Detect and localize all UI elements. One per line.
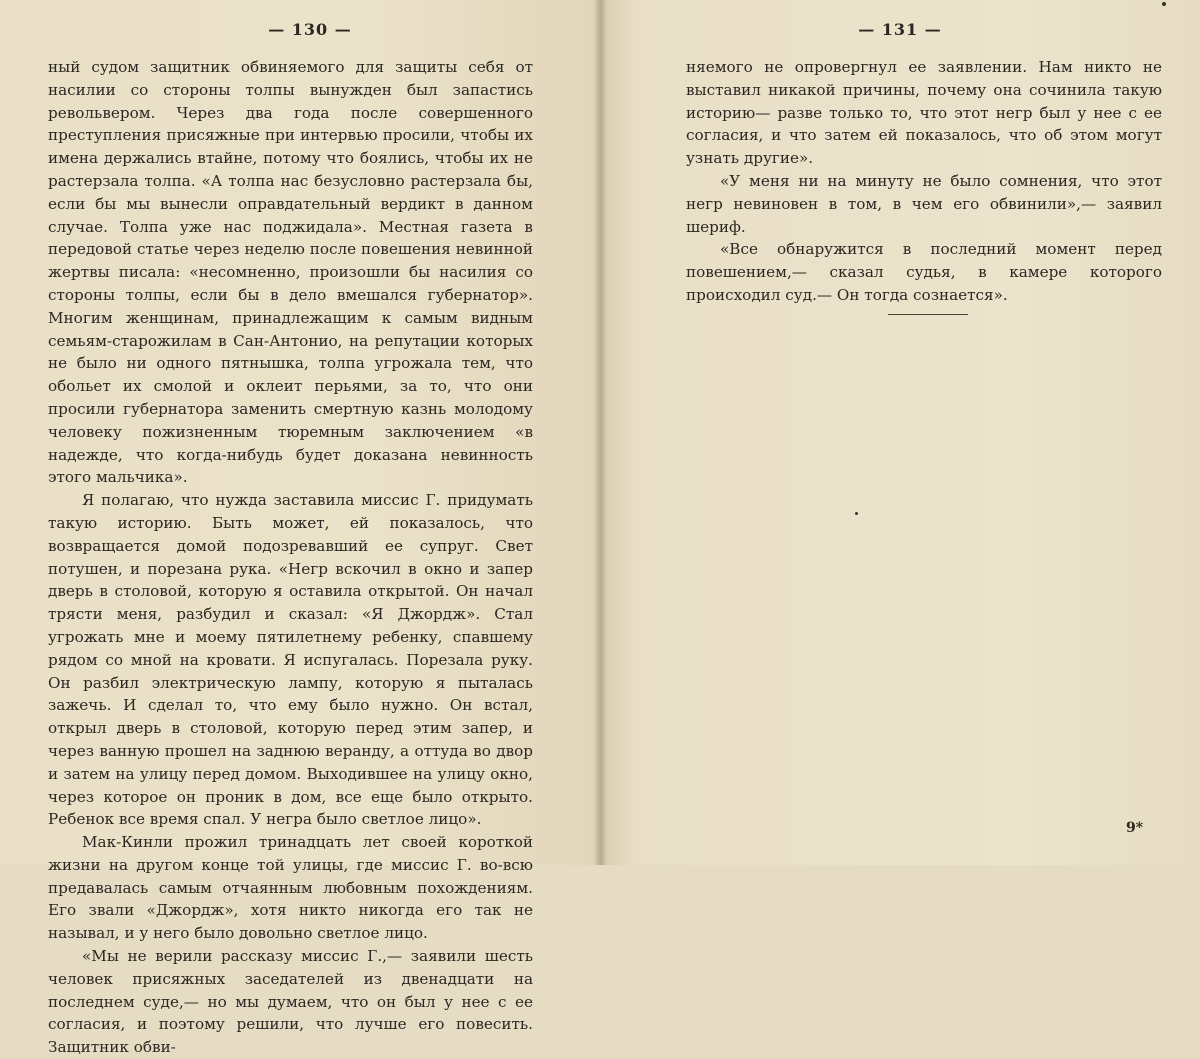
paragraph: «У меня ни на минуту не было сомнения, что этот негр невиновен в том, в чем его обвинили»,— заявил шериф. [686, 171, 1162, 236]
print-speck [1162, 2, 1166, 6]
paragraph: Мак-Кинли прожил тринадцать лет своей короткой жизни на другом конце той улицы, где миссис Г. во-всю предавалась самым отчаянным любовным похождениям. Его звали «Джордж», хотя никто никогда его так не называл, и у него было довольно светлое лицо. [48, 833, 533, 943]
page-number-left: — 130 — [268, 20, 352, 39]
section-divider-line [888, 314, 968, 315]
page-number-right: — 131 — [858, 20, 942, 39]
signature-mark: 9* [1126, 820, 1144, 836]
paragraph: ный судом защитник обвиняемого для защиты себя от насилии со стороны толпы вынужден был запастись револьвером. Через два года после совершенного преступления присяжные при интервью просили, чтобы их имена держались втайне, потому что боялись, чтобы их не растерзала толпа. «А толпа нас безусловно растерзала бы, если бы мы вынесли оправдательный вердикт в данном случае. Толпа уже нас поджидала». Местная газета в передовой статье через неделю после повешения невинной жертвы писала: «несомненно, произошли бы насилия со стороны толпы, если бы в дело вмешался губернатор». Многим женщинам, принадлежащим к самым видным семьям-старожилам в Сан-Антонио, на репутации которых не было ни одного пятнышка, толпа угрожала тем, что обольет их смолой и оклеит перьями, за то, что они просили губернатора заменить смертную казнь молодому человеку пожизненным тюремным заключением «в надежде, что когда-нибудь будет доказана невинность этого мальчика». [48, 58, 533, 487]
right-page-text [686, 56, 1162, 307]
left-page [0, 0, 600, 1057]
paragraph: няемого не опровергнул ее заявлении. Нам никто не выставил никакой причины, почему она сочинила такую историю— разве только то, что этот негр был у нее с ее согласия, и что затем ей показалось, что об этом могут узнать другие». [686, 58, 1162, 168]
print-speck [855, 512, 858, 515]
paragraph: «Все обнаружится в последний момент перед повешением,— сказал судья, в камере которого происходил суд.— Он тогда сознается». [686, 240, 1162, 304]
paragraph: Я полагаю, что нужда заставила миссис Г. придумать такую историю. Быть может, ей показалось, что возвращается домой подозревавший ее супруг. Свет потушен, и порезана рука. «Негр вскочил в окно и запер дверь в столовой, которую я оставила открытой. Он начал трясти меня, разбудил и сказал: «Я Джордж». Стал угрожать мне и моему пятилетнему ребенку, спавшему рядом со мной на кровати. Я испугалась. Порезала руку. Он разбил электрическую лампу, которую я пыталась зажечь. И сделал то, что ему было нужно. Он встал, открыл дверь в столовой, которую перед этим запер, и через ванную прошел на заднюю веранду, а оттуда во двор и затем на улицу перед домом. Выходившее на улицу окно, через которое он проник в дом, все еще было открыто. Ребенок все время спал. У негра было светлое лицо». [48, 491, 533, 829]
paragraph: «Мы не верили рассказу миссис Г.,— заявили шесть человек присяжных заседателей из двенадцати на последнем суде,— но мы думаем, что он был у нее с ее согласия, и поэтому решили, что лучше его повесить. Защитник обви- [48, 947, 533, 1057]
left-page-text [48, 56, 533, 1059]
